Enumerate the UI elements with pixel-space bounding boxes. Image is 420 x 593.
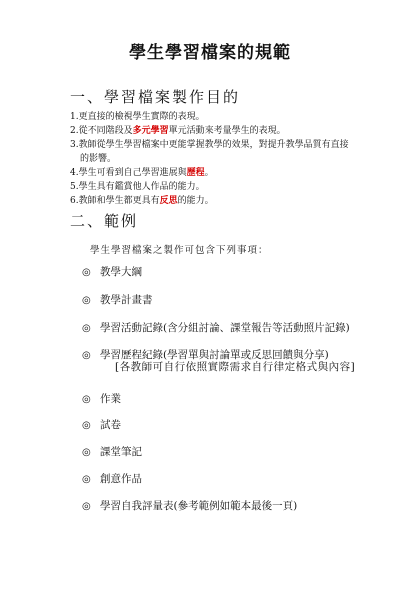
purpose-item [70, 138, 390, 166]
highlight-text: 歷程 [186, 168, 205, 178]
purpose-list [70, 110, 390, 208]
list-item-text: 創意作品 [100, 473, 142, 485]
list-item [82, 444, 142, 459]
bullet-icon: ◎ [82, 501, 91, 512]
list-item [82, 264, 142, 279]
bullet-icon: ◎ [82, 295, 91, 306]
highlight-text: 多元學習 [132, 126, 169, 136]
purpose-text: 4.學生可看到自己學習進展與 [70, 168, 187, 178]
section-heading-purpose: 一、學習檔案製作目的 [70, 88, 241, 106]
purpose-text: 6.教師和學生都更具有 [70, 196, 160, 206]
purpose-item [70, 194, 390, 208]
list-item-text: 學習自我評量表(參考範例如範本最後一頁) [100, 500, 298, 512]
list-item-text: 學習歷程紀錄(學習單與討論單或反思回饋與分享) [100, 349, 329, 361]
purpose-item [70, 166, 390, 180]
bullet-icon: ◎ [82, 350, 91, 361]
list-item [82, 292, 153, 307]
bullet-icon: ◎ [82, 474, 91, 485]
list-item-text: 作業 [100, 393, 121, 405]
section-heading-examples: 二、範例 [70, 212, 139, 230]
list-item [82, 320, 350, 335]
examples-intro: 學生學習檔案之製作可包含下列事項： [90, 245, 269, 256]
list-item [82, 471, 142, 486]
list-item [82, 391, 121, 406]
list-item-text: 課堂筆記 [100, 446, 142, 458]
purpose-text: 的能力。 [177, 196, 214, 206]
bullet-icon: ◎ [82, 447, 91, 458]
document-title: 學生學習檔案的規範 [129, 43, 291, 63]
purpose-text: 單元活動來考量學生的表現。 [168, 126, 286, 136]
purpose-text-continuation: 的影響。 [80, 154, 117, 164]
bullet-icon: ◎ [82, 267, 91, 278]
list-item [82, 498, 297, 513]
bullet-icon: ◎ [82, 420, 91, 431]
list-item-text: 教學計畫書 [100, 294, 153, 306]
purpose-text: 。 [204, 168, 214, 178]
purpose-item [70, 124, 390, 138]
highlight-text: 反思 [159, 196, 178, 206]
purpose-text: 1.更直接的檢視學生實際的表現。 [70, 112, 205, 122]
format-note: [各教師可自行依照實際需求自行律定格式與內容] [115, 361, 356, 373]
list-item [82, 417, 121, 432]
list-item-text: 試卷 [100, 419, 121, 431]
purpose-item [70, 180, 390, 194]
list-item-text: 教學大綱 [100, 266, 142, 278]
bullet-icon: ◎ [82, 323, 91, 334]
bullet-icon: ◎ [82, 394, 91, 405]
purpose-text: 3.教師從學生學習檔案中更能掌握教學的效果，對提升教學品質有直接 [70, 140, 349, 150]
purpose-text: 5.學生具有鑑賞他人作品的能力。 [70, 182, 205, 192]
list-item-text: 學習活動記錄(含分組討論、課堂報告等活動照片記錄) [100, 322, 350, 334]
purpose-text: 2.從不同階段及 [70, 126, 133, 136]
purpose-item [70, 110, 390, 124]
